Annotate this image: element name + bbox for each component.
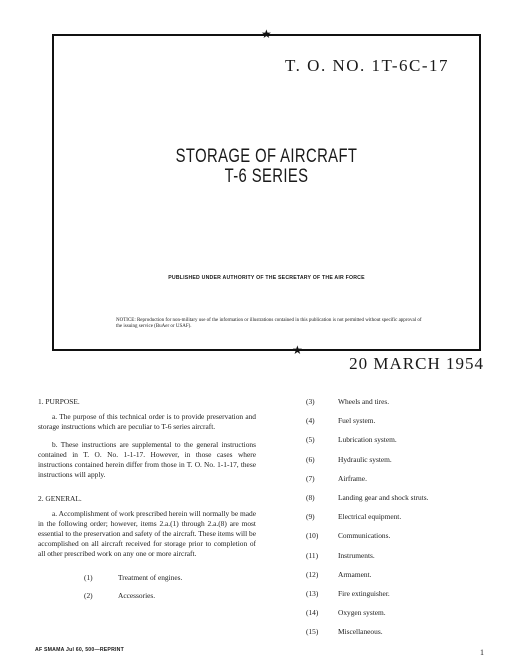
list-item-number: (14) bbox=[306, 608, 319, 618]
title-line-1: STORAGE OF AIRCRAFT bbox=[175, 146, 358, 167]
list-item bbox=[306, 416, 496, 435]
list-item-label: Miscellaneous. bbox=[338, 627, 383, 637]
list-item-label: Oxygen system. bbox=[338, 608, 386, 618]
notice-text: NOTICE: Reproduction for non-military use of the information or illustrations contained in this publication is not permitted without specific approval of the issuing service (BuAer or USAF). bbox=[116, 318, 422, 329]
list-item-number: (15) bbox=[306, 627, 319, 637]
list-item-number: (9) bbox=[306, 512, 315, 522]
list-item-number: (11) bbox=[306, 550, 319, 560]
purpose-para-b: b. These instructions are supplemental to the general instructions contained in T. O. No. 1-1-17. However, in those cases where instructions contained herein differ from those in T. O. No. 1-1-17, these instructions will apply. bbox=[38, 440, 256, 479]
authority-line: PUBLISHED UNDER AUTHORITY OF THE SECRETARY OF THE AIR FORCE bbox=[168, 275, 365, 281]
list-item-number: (12) bbox=[306, 569, 319, 579]
list-item bbox=[306, 493, 496, 512]
list-item bbox=[306, 435, 496, 454]
purpose-heading: 1. PURPOSE. bbox=[38, 397, 80, 406]
list-item-label: Lubrication system. bbox=[338, 435, 397, 445]
list-item-label: Accessories. bbox=[118, 591, 156, 600]
list-item-label: Fire extinguisher. bbox=[338, 588, 390, 598]
list-item-label: Armament. bbox=[338, 569, 372, 579]
footer-imprint: AF SMAMA Jul 60, 500—REPRINT bbox=[35, 647, 124, 653]
page-number: 1 bbox=[480, 648, 484, 657]
list-item-label: Treatment of engines. bbox=[118, 573, 183, 582]
list-item-label: Wheels and tires. bbox=[338, 397, 390, 406]
list-item-number: (8) bbox=[306, 492, 315, 502]
list-item bbox=[306, 627, 496, 646]
list-item bbox=[306, 570, 496, 589]
list-item bbox=[306, 551, 496, 570]
list-item bbox=[38, 591, 256, 609]
list-item-number: (7) bbox=[306, 473, 315, 483]
issue-date: 20 MARCH 1954 bbox=[349, 354, 484, 373]
list-item-number: (6) bbox=[306, 454, 315, 464]
star-icon-bottom: ★ bbox=[292, 343, 303, 357]
to-number: T. O. NO. 1T-6C-17 bbox=[285, 56, 449, 75]
list-item-number: (2) bbox=[84, 591, 93, 600]
purpose-para-a: a. The purpose of this technical order is to provide preservation and storage instructions which are peculiar to T-6 series aircraft. bbox=[38, 412, 256, 431]
general-para-a: a. Accomplishment of work prescribed herein will normally be made in the following order; however, items 2.a.(1) through 2.a.(8) are most essential to the preservation and safety of the aircraft. These items will be accomplished on all aircraft received for storage prior to completion of all other prescribed work on any one or more aircraft. bbox=[38, 509, 256, 558]
left-column bbox=[38, 397, 256, 609]
list-item-number: (13) bbox=[306, 588, 319, 598]
list-item-label: Instruments. bbox=[338, 550, 375, 560]
list-item-number: (1) bbox=[84, 573, 93, 582]
list-item bbox=[306, 474, 496, 493]
cover-frame bbox=[52, 27, 481, 357]
list-item-number: (10) bbox=[306, 531, 319, 541]
star-icon-top: ★ bbox=[261, 27, 272, 41]
list-item-label: Airframe. bbox=[338, 473, 367, 483]
list-item bbox=[306, 608, 496, 627]
list-item-label: Fuel system. bbox=[338, 416, 376, 426]
list-item-label: Landing gear and shock struts. bbox=[338, 492, 429, 502]
list-item-label: Hydraulic system. bbox=[338, 454, 392, 464]
general-heading: 2. GENERAL. bbox=[38, 494, 82, 503]
list-item bbox=[306, 397, 496, 416]
list-item bbox=[38, 573, 256, 591]
list-item bbox=[306, 531, 496, 550]
right-column bbox=[306, 397, 496, 646]
list-item-label: Communications. bbox=[338, 531, 391, 541]
list-item-number: (4) bbox=[306, 416, 315, 426]
list-item-label: Electrical equipment. bbox=[338, 512, 402, 522]
list-item-number: (5) bbox=[306, 435, 315, 445]
title-line-2: T-6 SERIES bbox=[224, 166, 309, 187]
list-item-number: (3) bbox=[306, 397, 315, 406]
list-item bbox=[306, 589, 496, 608]
list-item bbox=[306, 455, 496, 474]
list-item bbox=[306, 512, 496, 531]
